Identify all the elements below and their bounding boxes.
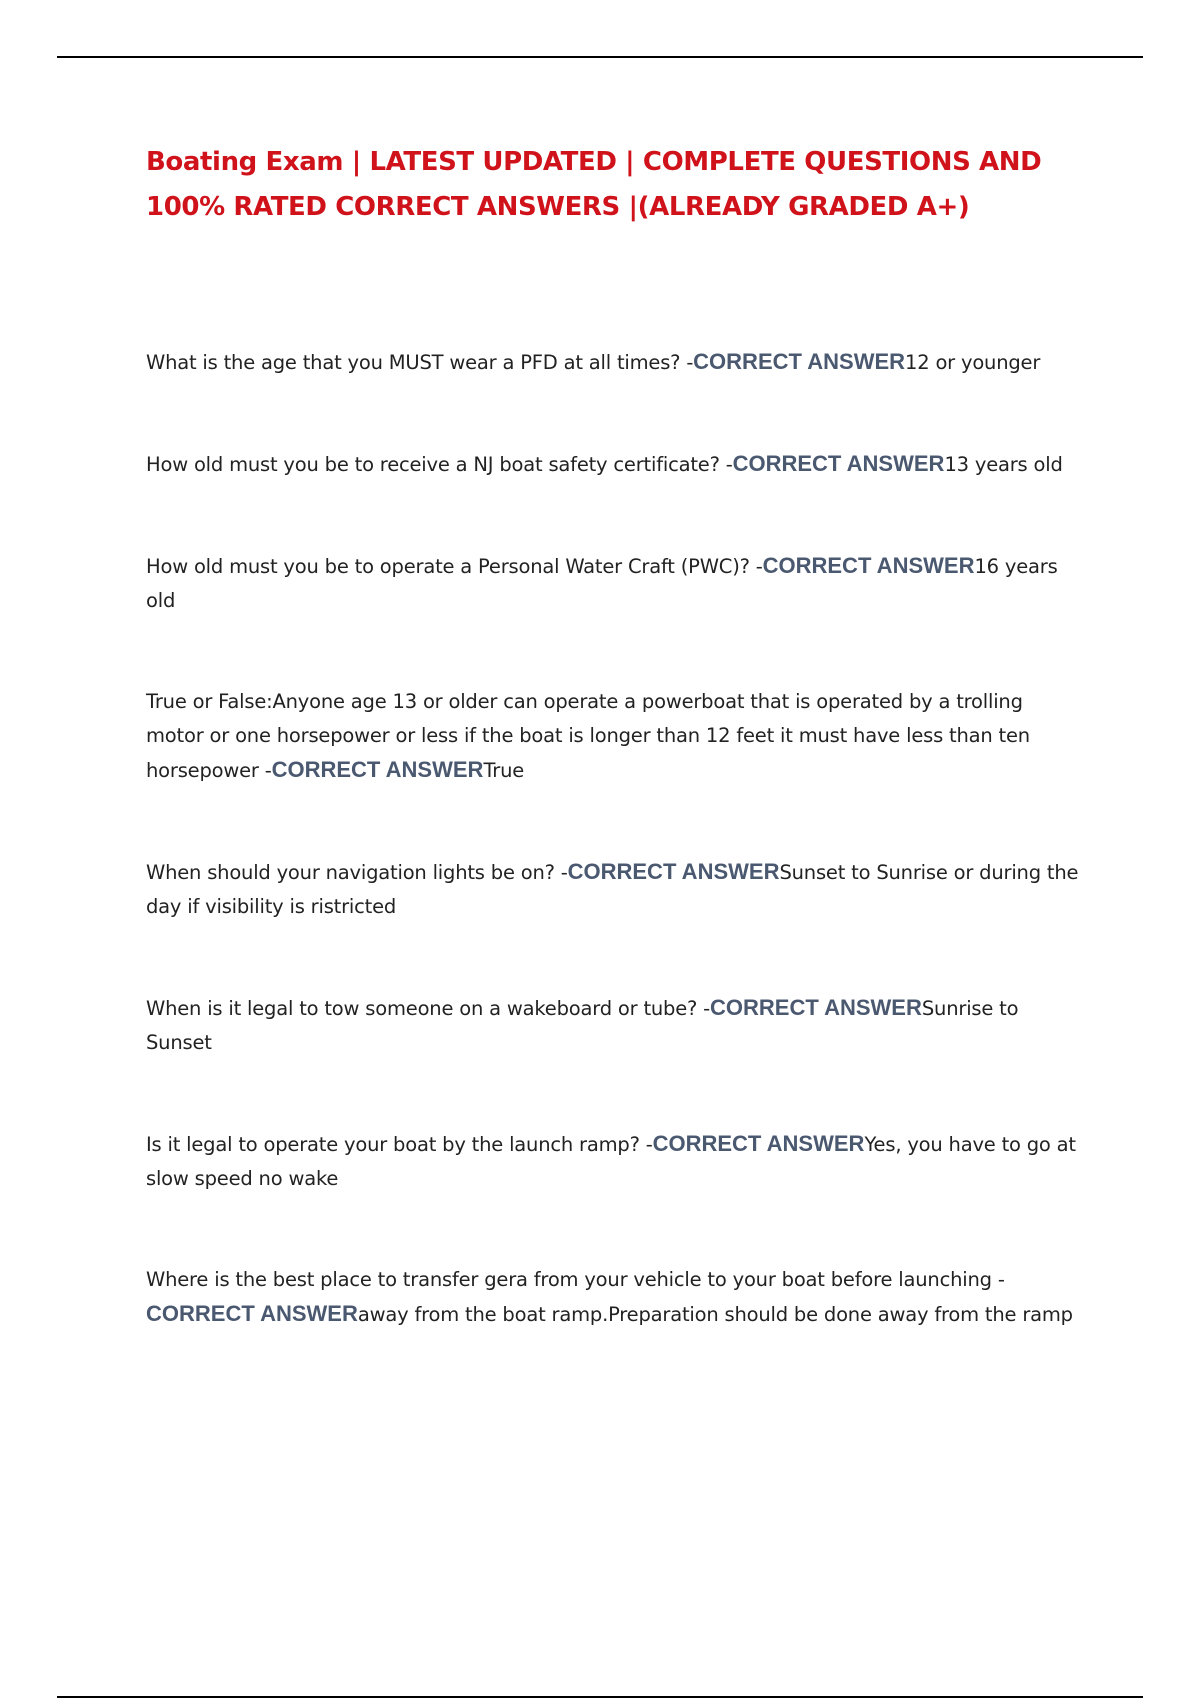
qa-list xyxy=(146,345,1086,1332)
answer-text: Yes, you have to go at slow speed no wake xyxy=(146,1133,1076,1190)
question-text: Where is the best place to transfer gera from your vehicle to your boat before launching - xyxy=(146,1268,1005,1291)
question-text: How old must you be to receive a NJ boat safety certificate? - xyxy=(146,453,733,476)
qa-item xyxy=(146,447,1086,482)
correct-answer-marker: CORRECT ANSWER xyxy=(271,757,484,782)
qa-item xyxy=(146,1127,1086,1196)
correct-answer-marker: CORRECT ANSWER xyxy=(567,859,780,884)
bottom-rule xyxy=(57,1696,1143,1698)
question-text: When is it legal to tow someone on a wakeboard or tube? - xyxy=(146,997,711,1020)
qa-item xyxy=(146,345,1086,380)
question-text: What is the age that you MUST wear a PFD at all times? - xyxy=(146,351,694,374)
answer-text: Sunrise to Sunset xyxy=(146,997,1019,1054)
correct-answer-marker: CORRECT ANSWER xyxy=(732,451,945,476)
qa-item xyxy=(146,1263,1086,1332)
correct-answer-marker: CORRECT ANSWER xyxy=(693,349,906,374)
qa-item xyxy=(146,991,1086,1060)
question-text: How old must you be to operate a Personal Water Craft (PWC)? - xyxy=(146,555,763,578)
answer-text: True xyxy=(483,759,525,782)
answer-text: away from the boat ramp.Preparation should be done away from the ramp xyxy=(357,1303,1073,1326)
correct-answer-marker: CORRECT ANSWER xyxy=(146,1301,358,1326)
correct-answer-marker: CORRECT ANSWER xyxy=(710,995,922,1020)
answer-text: Sunset to Sunrise or during the day if visibility is ristricted xyxy=(146,861,1079,918)
correct-answer-marker: CORRECT ANSWER xyxy=(762,553,975,578)
qa-item xyxy=(146,685,1086,788)
answer-text: 16 years old xyxy=(146,555,1058,612)
question-text: Is it legal to operate your boat by the launch ramp? - xyxy=(146,1133,653,1156)
qa-item xyxy=(146,855,1086,924)
document-title: Boating Exam | LATEST UPDATED | COMPLETE QUESTIONS AND 100% RATED CORRECT ANSWERS |(ALREADY GRADED A+) xyxy=(146,147,1042,222)
question-text: True or False:Anyone age 13 or older can operate a powerboat that is operated by a trolling motor or one horsepower or less if the boat is longer than 12 feet it must have less than ten horsepower - xyxy=(146,690,1030,782)
correct-answer-marker: CORRECT ANSWER xyxy=(652,1131,865,1156)
question-text: When should your navigation lights be on? - xyxy=(146,861,568,884)
answer-text: 13 years old xyxy=(944,453,1063,476)
document-body xyxy=(146,140,1086,1399)
answer-text: 12 or younger xyxy=(905,351,1041,374)
qa-item xyxy=(146,549,1086,618)
top-rule xyxy=(57,56,1143,58)
